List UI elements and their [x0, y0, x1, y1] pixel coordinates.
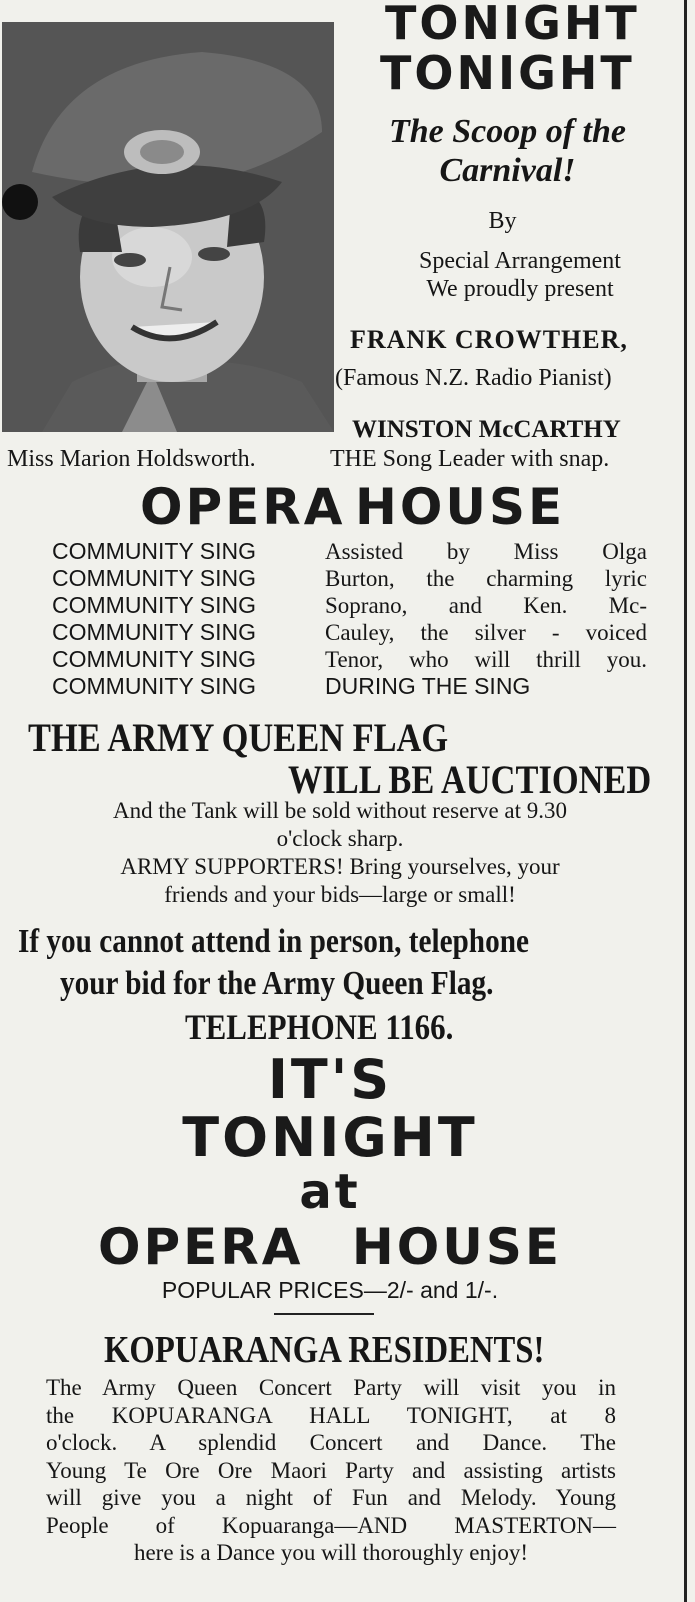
tank-line-2: o'clock sharp. — [276, 826, 404, 851]
kopuaranga-line: the KOPUARANGA HALL TONIGHT, at 8 — [46, 1402, 616, 1428]
arrangement-line-2: We proudly present — [426, 276, 614, 302]
assisted-line: Burton, the charming lyric — [325, 566, 647, 591]
telephone-line-1: If you cannot attend in person, telephone — [18, 923, 529, 960]
auction-headline-1: THE ARMY QUEEN FLAG — [28, 715, 449, 760]
at-heading: at — [299, 1164, 361, 1220]
by-label: By — [488, 208, 517, 234]
assisted-line: Tenor, who will thrill you. — [325, 647, 647, 672]
arrangement-line-1: Special Arrangement — [419, 248, 621, 274]
telephone-number: TELEPHONE 1166. — [185, 1007, 454, 1047]
scoop-line-2: Carnival! — [439, 152, 576, 189]
its-heading: IT'S — [267, 1048, 393, 1111]
assisted-line: Assisted by Miss Olga — [325, 539, 647, 564]
assisted-line: DURING THE SING — [325, 673, 531, 699]
kopuaranga-line: The Army Queen Concert Party will visit you in — [46, 1375, 616, 1400]
tonight-heading-2: TONIGHT — [380, 46, 635, 100]
community-sing-line: COMMUNITY SING — [52, 619, 257, 645]
assisted-line: Cauley, the silver - voiced — [325, 620, 647, 645]
kopuaranga-line: Young Te Ore Ore Maori Party and assisting artists — [46, 1457, 616, 1483]
community-sing-line: COMMUNITY SING — [52, 673, 257, 699]
performer-1-name: FRANK CROWTHER, — [350, 325, 628, 354]
performer-1-desc: (Famous N.Z. Radio Pianist) — [335, 365, 612, 391]
tonight-heading: TONIGHT — [182, 1106, 478, 1169]
performer-2-desc: THE Song Leader with snap. — [330, 446, 610, 472]
supporters-line-2: friends and your bids—large or small! — [164, 882, 516, 907]
scoop-line-1: The Scoop of the — [388, 113, 627, 150]
kopuaranga-line: o'clock. A splendid Concert and Dance. The — [46, 1430, 616, 1455]
kopuaranga-body — [46, 1374, 616, 1567]
portrait-illustration — [2, 22, 334, 432]
community-sing-line: COMMUNITY SING — [52, 538, 257, 564]
assisted-by-text — [325, 538, 647, 700]
popular-prices: POPULAR PRICES—2/- and 1/-. — [161, 1277, 499, 1303]
venue-house: HOUSE — [355, 478, 566, 536]
community-sing-line: COMMUNITY SING — [52, 565, 257, 591]
community-sing-line: COMMUNITY SING — [52, 646, 257, 672]
kopuaranga-line: will give you a night of Fun and Melody. Young — [46, 1485, 616, 1510]
section-divider — [274, 1313, 374, 1315]
kopuaranga-headline: KOPUARANGA RESIDENTS! — [104, 1329, 545, 1371]
opera-house-heading: OPERA HOUSE — [97, 1218, 563, 1276]
auction-headline-2: WILL BE AUCTIONED — [288, 757, 652, 802]
column-rule — [684, 0, 687, 1602]
tank-line-1: And the Tank will be sold without reserve at 9.30 — [112, 798, 568, 823]
venue-opera: OPERA — [140, 478, 346, 536]
supporters-line-1: ARMY SUPPORTERS! Bring yourselves, your — [120, 854, 560, 879]
assisted-line: Soprano, and Ken. Mc- — [325, 593, 647, 618]
photo-caption: Miss Marion Holdsworth. — [7, 446, 256, 472]
kopuaranga-line: People of Kopuaranga—AND MASTERTON— — [46, 1512, 616, 1538]
portrait-photo — [2, 22, 334, 432]
tonight-heading-1: TONIGHT — [385, 0, 640, 50]
telephone-line-2: your bid for the Army Queen Flag. — [60, 965, 494, 1002]
community-sing-list — [52, 538, 322, 700]
kopuaranga-line: here is a Dance you will thoroughly enjoy! — [133, 1540, 529, 1565]
performer-2-name: WINSTON McCARTHY — [352, 416, 621, 443]
community-sing-line: COMMUNITY SING — [52, 592, 257, 618]
